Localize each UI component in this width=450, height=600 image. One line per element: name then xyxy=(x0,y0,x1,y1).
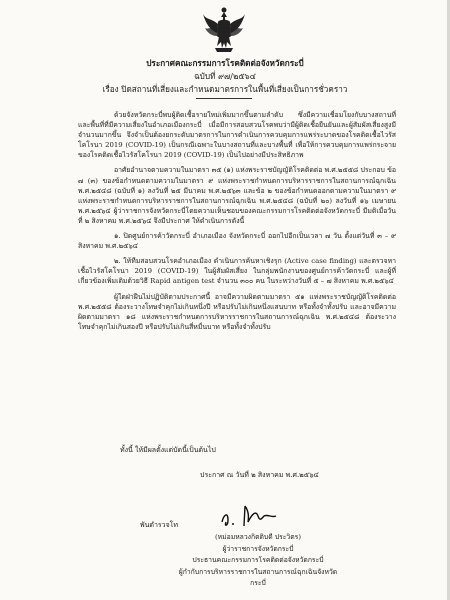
closing-line: ทั้งนี้ ให้มีผลตั้งแต่บัดนี้เป็นต้นไป xyxy=(120,446,216,454)
signer-position-emergency: ผู้กำกับการบริหารราชการในสถานการณ์ฉุกเฉินจังหวัดกระบี่ xyxy=(178,567,338,587)
signer-rank: พันตำรวจโท xyxy=(140,521,179,529)
signer-position-chair: ประธานคณะกรรมการโรคติดต่อจังหวัดกระบี่ xyxy=(192,556,324,564)
announcement-title: ประกาศคณะกรรมการโรคติดต่อจังหวัดกระบี่ xyxy=(146,58,304,68)
handwritten-signature xyxy=(218,500,290,532)
announcement-body xyxy=(78,110,396,337)
paragraph-penalty: ผู้ใดฝ่าฝืนไม่ปฏิบัติตามประกาศนี้ อาจมีความผิดตามมาตรา ๕๑ แห่งพระราชบัญญัติโรคติดต่อ พ.ศ.๒๕๕๘ ต้องระวางโทษจำคุกไม่เกินหนึ่งปี หรือปรับไม่เกินหนึ่งแสนบาท หรือทั้งจำทั้งปรับ และอาจมีความผิดตามมาตรา ๑๘ แห่งพระราชกำหนดการบริหารราชการในสถานการณ์ฉุกเฉิน พ.ศ.๒๕๔๘ ต้องระวางโทษจำคุกไม่เกินสองปี หรือปรับไม่เกินสี่หมื่นบาท หรือทั้งจำทั้งปรับ xyxy=(78,292,396,331)
signature-block xyxy=(178,532,338,590)
announcement-number: ฉบับที่ ๙๗/๒๕๖๔ xyxy=(194,71,256,81)
date-line: ประกาศ ณ วันที่ ๒ สิงหาคม พ.ศ.๒๕๖๔ xyxy=(200,471,319,479)
garuda-emblem xyxy=(202,6,246,54)
paragraph-preamble: ด้วยจังหวัดกระบี่พบผู้ติดเชื้อรายใหม่เพิ่มมากขึ้นตามลำดับ ซึ่งมีความเชื่อมโยงกับบางสถานที่ และพื้นที่ที่มีความเสี่ยงในอำเภอเมืองกระบี่ เมื่อมีการสอบสวนโรคพบว่ามีผู้ติดเชื้อยืนยันและผู้สัมผัสเสี่ยงสูงมีจำนวนมากขึ้น จึงจำเป็นต้องยกระดับมาตรการในการดำเนินการควบคุมการแพร่ระบาดของโรคติดเชื้อไวรัสโคโรนา 2019 (COVID-19) เป็นกรณีเฉพาะในบางสถานที่และบางพื้นที่ เพื่อให้การควบคุมการแพร่กระจายของโรคติดเชื้อไวรัสโคโรนา 2019 (COVID-19) เป็นไปอย่างมีประสิทธิภาพ xyxy=(78,111,396,160)
signer-position-governor: ผู้ว่าราชการจังหวัดกระบี่ xyxy=(222,544,294,553)
signer-name: (หม่อมหลวงกิตติบดี ประวิตร) xyxy=(215,533,301,541)
paragraph-order-1: ๑. ปิดศูนย์การค้าวัดกระบี่ อำเภอเมือง จังหวัดกระบี่ ออกไปอีกเป็นเวลา ๗ วัน ตั้งแต่วันที่ ๓ – ๙ สิงหาคม พ.ศ.๒๕๖๔ xyxy=(78,232,396,251)
paragraph-order-2: ๒. ให้ทีมสอบสวนโรคอำเภอเมือง ดำเนินการค้นหาเชิงรุก (Active case finding) และตรวจหาเชื้อไวรัสโคโรนา 2019 (COVID-19) ในผู้สัมผัสเสี่ยง ในกลุ่มพนักงานของศูนย์การค้าวัดกระบี่ และผู้ที่เกี่ยวข้องเพิ่มเติมด้วยวิธี Rapid antigen test จำนวน ๓๐๐ คน ในระหว่างวันที่ ๕ – ๗ สิงหาคม พ.ศ.๒๕๖๔ xyxy=(78,257,396,286)
announcement-subject: เรื่อง ปิดสถานที่เสี่ยงและกำหนดมาตรการในพื้นที่เสี่ยงเป็นการชั่วคราว xyxy=(102,84,348,94)
divider xyxy=(196,98,252,99)
paragraph-legal-authority: อาศัยอำนาจตามความในมาตรา ๓๕ (๑) แห่งพระราชบัญญัติโรคติดต่อ พ.ศ.๒๕๕๘ ประกอบ ข้อ ๗ (๓) ของข้อกำหนดตามความในมาตรา ๙ แห่งพระราชกำหนดการบริหารราชการในสถานการณ์ฉุกเฉิน พ.ศ.๒๕๔๘ (ฉบับที่ ๑) ลงวันที่ ๒๕ มีนาคม พ.ศ.๒๕๖๓ และข้อ ๒ ของข้อกำหนดออกตามความในมาตรา ๙ แห่งพระราชกำหนดการบริหารราชการในสถานการณ์ฉุกเฉิน พ.ศ.๒๕๔๘ (ฉบับที่ ๒๐) ลงวันที่ ๑๖ เมษายน พ.ศ.๒๕๖๔ ผู้ว่าราชการจังหวัดกระบี่โดยความเห็นชอบของคณะกรรมการโรคติดต่อจังหวัดกระบี่ มีมติเมื่อวันที่ ๒ สิงหาคม พ.ศ.๒๕๖๔ จึงมีประกาศ ให้ดำเนินการดังนี้ xyxy=(78,166,396,225)
